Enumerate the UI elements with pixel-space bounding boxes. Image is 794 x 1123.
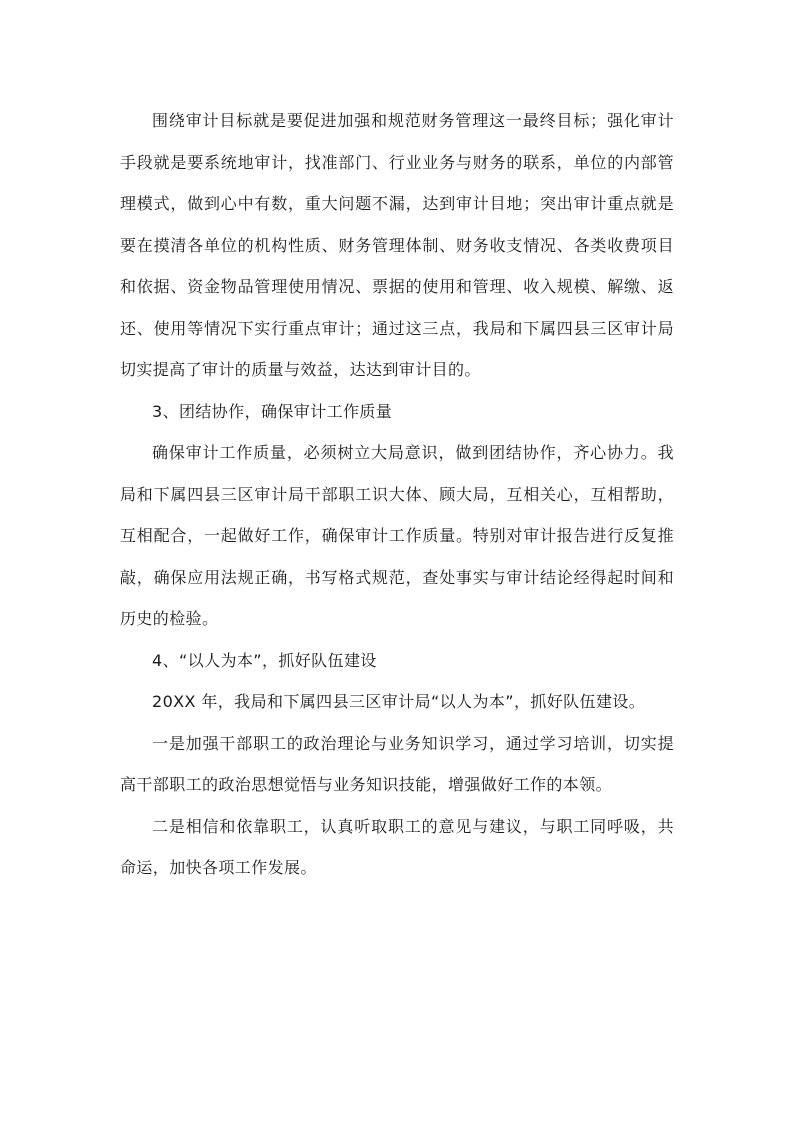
paragraph-audit-quality: 确保审计工作质量，必须树立大局意识，做到团结协作，齐心协力。我局和下属四县三区审计局干部职工识大体、顾大局，互相关心，互相帮助，互相配合，一起做好工作，确保审计工作质量。特别对审计报告进行反复推敲，确保应用法规正确，书写格式规范，查处事实与审计结论经得起时间和历史的检验。 bbox=[120, 443, 674, 628]
paragraph-people-oriented: 20XX 年，我局和下属四县三区审计局“以人为本”，抓好队伍建设。 bbox=[152, 692, 646, 711]
paragraph-study-training: 一是加强干部职工的政治理论与业务知识学习，通过学习培训，切实提高干部职工的政治思想觉悟与业务知识技能，增强做好工作的本领。 bbox=[120, 733, 674, 794]
section-heading-teamwork: 3、团结协作，确保审计工作质量 bbox=[152, 401, 393, 421]
paragraph-rely-on-staff: 二是相信和依靠职工，认真听取职工的意见与建议，与职工同呼吸，共命运，加快各项工作发展。 bbox=[120, 816, 674, 877]
section-heading-team-building: 4、“以人为本”，抓好队伍建设 bbox=[152, 650, 377, 670]
paragraph-audit-goals: 围绕审计目标就是要促进加强和规范财务管理这一最终目标；强化审计手段就是要系统地审计，找准部门、行业业务与财务的联系，单位的内部管理模式，做到心中有数，重大问题不漏，达到审计目地；突出审计重点就是要在摸清各单位的机构性质、财务管理体制、财务收支情况、各类收费项目和依据、资金物品管理使用情况、票据的使用和管理、收入规模、解缴、返还、使用等情况下实行重点审计；通过这三点，我局和下属四县三区审计局切实提高了审计的质量与效益，达达到审计目的。 bbox=[120, 111, 674, 379]
